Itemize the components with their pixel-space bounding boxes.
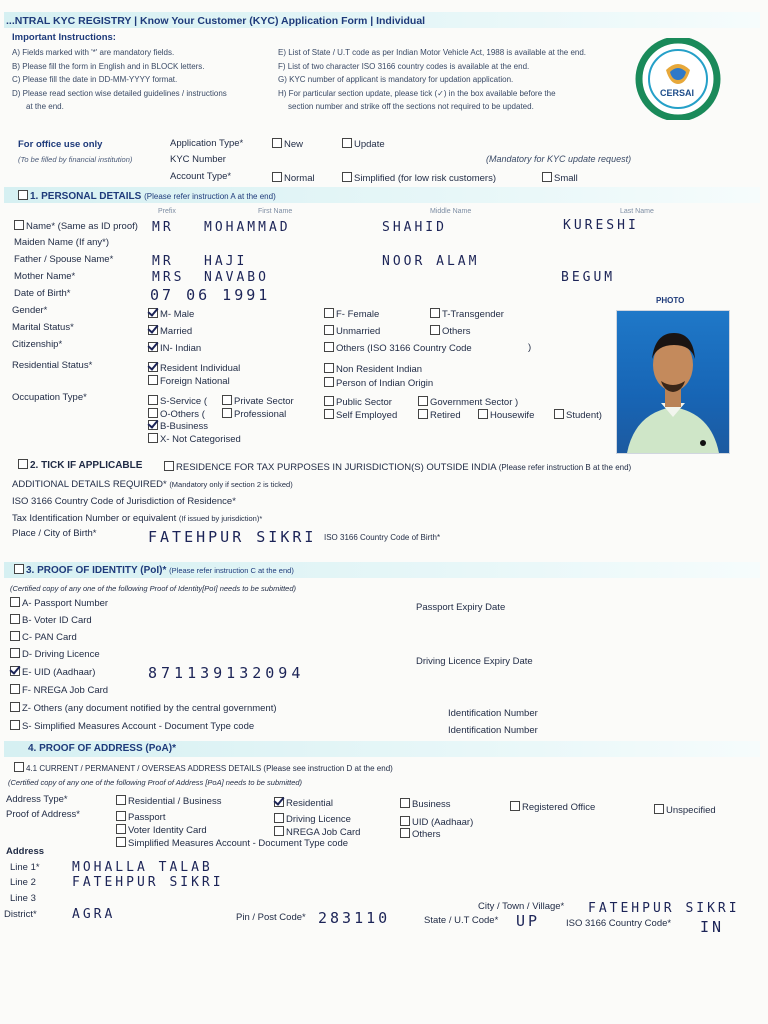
resident-checkbox[interactable]: [148, 362, 158, 372]
name-label: Name* (Same as ID proof): [14, 220, 138, 232]
section1-checkbox[interactable]: [18, 190, 28, 200]
dl-expiry-label: Driving Licence Expiry Date: [416, 656, 533, 667]
married-option[interactable]: Married: [148, 325, 192, 337]
gender-male-option[interactable]: M- Male: [148, 308, 194, 320]
occ-retired-option[interactable]: Retired: [418, 409, 461, 421]
male-checkbox[interactable]: [148, 308, 158, 318]
instruction-d: D) Please read section wise detailed guidelines / instructions: [12, 88, 227, 98]
poi-voter-option[interactable]: B- Voter ID Card: [10, 614, 92, 626]
identification-number-1: Identification Number: [448, 708, 538, 719]
address-type-label: Address Type*: [6, 794, 68, 805]
occ-private-option[interactable]: Private Sector: [222, 395, 294, 407]
res-business-option[interactable]: Residential / Business: [116, 795, 221, 807]
occ-business-option[interactable]: B-Business: [148, 420, 208, 432]
proof-address-label: Proof of Address*: [6, 809, 80, 820]
instructions-title: Important Instructions:: [12, 32, 116, 43]
instruction-e: E) List of State / U.T code as per Indian Motor Vehicle Act, 1988 is available at the end.: [278, 48, 587, 57]
foreign-national-checkbox[interactable]: [148, 375, 158, 385]
poa-simplified-checkbox[interactable]: [116, 837, 126, 847]
instructions-left: [12, 46, 227, 114]
marital-others-checkbox[interactable]: [430, 325, 440, 335]
application-type-label: Application Type*: [170, 138, 244, 149]
additional-details: ADDITIONAL DETAILS REQUIRED* (Mandatory only if section 2 is ticked): [12, 479, 293, 490]
city-label: City / Town / Village*: [478, 901, 565, 912]
photo-label: PHOTO: [656, 296, 685, 305]
update-checkbox[interactable]: [342, 138, 352, 148]
iso-country-label: ISO 3166 Country Code*: [566, 918, 672, 929]
name-middle-value: SHAHID: [382, 220, 447, 235]
uid-value: 871139132094: [148, 664, 305, 682]
occ-housewife-option[interactable]: Housewife: [478, 409, 534, 421]
small-checkbox[interactable]: [542, 172, 552, 182]
state-value: UP: [516, 912, 541, 930]
housewife-checkbox[interactable]: [478, 409, 488, 419]
poi-certified-note: (Certified copy of any one of the following Proof of Identity[PoI] needs to be submitted): [10, 584, 296, 593]
poi-others-checkbox[interactable]: [10, 702, 20, 712]
poa-driving-checkbox[interactable]: [274, 813, 284, 823]
occ-public-option[interactable]: Public Sector: [324, 396, 392, 408]
unmarried-checkbox[interactable]: [324, 325, 334, 335]
cersai-logo: [630, 38, 726, 120]
poa-nrega-checkbox[interactable]: [274, 826, 284, 836]
business-checkbox[interactable]: [148, 420, 158, 430]
poa-uid-option[interactable]: UID (Aadhaar): [400, 816, 473, 828]
citizenship-others-option[interactable]: Others (ISO 3166 Country Code: [324, 342, 472, 354]
poa-driving-option[interactable]: Driving Licence: [274, 813, 351, 825]
iso-country-value: IN: [700, 918, 725, 936]
occ-notcat-option[interactable]: X- Not Categorised: [148, 433, 241, 445]
indian-checkbox[interactable]: [148, 342, 158, 352]
instruction-c: C) Please fill the date in DD-MM-YYYY format.: [12, 75, 178, 84]
office-use-title: For office use only: [18, 139, 103, 150]
poa-uid-checkbox[interactable]: [400, 816, 410, 826]
kyc-number-label: KYC Number: [170, 154, 226, 165]
poa-voter-checkbox[interactable]: [116, 824, 126, 834]
instruction-a: A) Fields marked with '*' are mandatory fields.: [12, 48, 175, 57]
pin-value: 283110: [318, 909, 391, 927]
district-value: AGRA: [72, 907, 116, 922]
section3-title: 3. PROOF OF IDENTITY (PoI)* (Please refer instruction C at the end): [14, 564, 294, 576]
occ-professional-option[interactable]: Professional: [222, 408, 286, 420]
self-employed-checkbox[interactable]: [324, 409, 334, 419]
nrega-checkbox[interactable]: [10, 684, 20, 694]
passport-expiry-label: Passport Expiry Date: [416, 602, 506, 613]
application-new-option[interactable]: New: [272, 138, 303, 150]
business-option[interactable]: Business: [400, 798, 451, 810]
occ-service-option[interactable]: S-Service (: [148, 395, 207, 407]
residential-checkbox[interactable]: [274, 797, 284, 807]
identification-number-2: Identification Number: [448, 725, 538, 736]
poi-simplified-checkbox[interactable]: [10, 720, 20, 730]
section2-checkbox[interactable]: [18, 459, 28, 469]
line2-value: FATEHPUR SIKRI: [72, 875, 224, 890]
non-resident-option[interactable]: Non Resident Indian: [324, 363, 422, 375]
public-checkbox[interactable]: [324, 396, 334, 406]
tin-label: Tax Identification Number or equivalent (If issued by jurisdiction)*: [12, 513, 263, 524]
citizenship-paren: ): [528, 342, 532, 353]
registered-office-checkbox[interactable]: [510, 801, 520, 811]
father-name-label: Father / Spouse Name*: [14, 254, 114, 265]
section41-checkbox[interactable]: [14, 762, 24, 772]
pin-label: Pin / Post Code*: [236, 912, 306, 923]
father-middle-value: NOOR ALAM: [382, 254, 480, 269]
person-origin-option[interactable]: Person of Indian Origin: [324, 377, 433, 389]
logo-text: CERSAI: [660, 88, 695, 98]
place-birth-value: FATEHPUR SIKRI: [148, 528, 317, 546]
col-last-name: Last Name: [620, 208, 654, 215]
line1-value: MOHALLA TALAB: [72, 860, 213, 875]
not-categorised-checkbox[interactable]: [148, 433, 158, 443]
non-resident-checkbox[interactable]: [324, 363, 334, 373]
section4-title: 4. PROOF OF ADDRESS (PoA)*: [28, 743, 176, 754]
applicant-photo: [616, 310, 730, 454]
new-checkbox[interactable]: [272, 138, 282, 148]
instructions-right: [278, 46, 586, 114]
married-checkbox[interactable]: [148, 325, 158, 335]
person-origin-checkbox[interactable]: [324, 377, 334, 387]
instruction-h: H) For particular section update, please tick (✓) in the box available before the: [278, 88, 556, 98]
unspecified-option[interactable]: Unspecified: [654, 804, 716, 816]
gender-female-option[interactable]: F- Female: [324, 308, 379, 320]
female-checkbox[interactable]: [324, 308, 334, 318]
name-checkbox[interactable]: [14, 220, 24, 230]
poi-nrega-option[interactable]: F- NREGA Job Card: [10, 684, 108, 696]
resident-indian-option[interactable]: Resident Individual: [148, 362, 240, 374]
line2-label: Line 2: [10, 877, 36, 888]
poa-simplified-option[interactable]: Simplified Measures Account - Document Type code: [116, 837, 348, 849]
dob-label: Date of Birth*: [14, 288, 71, 299]
instruction-h-cont: section number and strike off the sections not required to be updated.: [288, 102, 534, 111]
kyc-note: (Mandatory for KYC update request): [486, 154, 632, 164]
foreign-national-option[interactable]: Foreign National: [148, 375, 230, 387]
dl-checkbox[interactable]: [10, 648, 20, 658]
occupation-label: Occupation Type*: [12, 392, 87, 403]
section1-title: 1. PERSONAL DETAILS (Please refer instruction A at the end): [18, 190, 276, 202]
address-business-checkbox[interactable]: [400, 798, 410, 808]
col-first-name: First Name: [258, 208, 293, 215]
line1-label: Line 1*: [10, 862, 40, 873]
student-checkbox[interactable]: [554, 409, 564, 419]
mother-last-value: BEGUM: [561, 270, 616, 285]
occ-others-option[interactable]: O-Others (: [148, 408, 205, 420]
office-use-subtitle: (To be filled by financial institution): [18, 155, 133, 164]
poi-others-option[interactable]: Z- Others (any document notified by the central government): [10, 702, 277, 714]
iso-jurisdiction-label: ISO 3166 Country Code of Jurisdiction of Residence*: [12, 496, 236, 507]
poa-certified-note: (Certified copy of any one of the following Proof of Address [PoA] needs to be submitted): [8, 778, 303, 787]
father-first-value: HAJI: [204, 254, 248, 269]
simplified-checkbox[interactable]: [342, 172, 352, 182]
name-prefix-value: MR: [152, 220, 174, 235]
service-checkbox[interactable]: [148, 395, 158, 405]
passport-checkbox[interactable]: [10, 597, 20, 607]
iso-birth-label: ISO 3166 Country Code of Birth*: [324, 533, 441, 542]
poi-pan-option[interactable]: C- PAN Card: [10, 631, 77, 643]
marital-label: Marital Status*: [12, 322, 74, 333]
registered-office-option[interactable]: Registered Office: [510, 801, 595, 813]
account-normal-option[interactable]: Normal: [272, 172, 315, 184]
residential-option[interactable]: Residential: [274, 797, 333, 809]
city-value: FATEHPUR SIKRI: [588, 901, 740, 916]
voter-checkbox[interactable]: [10, 614, 20, 624]
occ-self-option[interactable]: Self Employed: [324, 409, 397, 421]
poi-dl-option[interactable]: D- Driving Licence: [10, 648, 100, 660]
maiden-name-label: Maiden Name (If any*): [14, 237, 110, 248]
poa-nrega-option[interactable]: NREGA Job Card: [274, 826, 360, 838]
private-checkbox[interactable]: [222, 395, 232, 405]
section2-title: 2. TICK IF APPLICABLE: [18, 459, 142, 471]
father-prefix-value: MR: [152, 254, 174, 269]
line3-label: Line 3: [10, 893, 36, 904]
citizenship-others-checkbox[interactable]: [324, 342, 334, 352]
gender-label: Gender*: [12, 305, 48, 316]
res-business-checkbox[interactable]: [116, 795, 126, 805]
mother-prefix-value: MRS: [152, 270, 185, 285]
state-label: State / U.T Code*: [424, 915, 499, 926]
unspecified-checkbox[interactable]: [654, 804, 664, 814]
col-prefix: Prefix: [158, 208, 176, 215]
name-first-value: MOHAMMAD: [204, 220, 291, 235]
instruction-b: B) Please fill the form in English and in BLOCK letters.: [12, 61, 205, 71]
residential-label: Residential Status*: [12, 360, 93, 371]
poi-uid-option[interactable]: E- UID (Aadhaar): [10, 666, 95, 678]
occ-student-option[interactable]: Student): [554, 409, 602, 421]
mother-first-value: NAVABO: [204, 270, 269, 285]
poa-passport-option[interactable]: Passport: [116, 811, 166, 823]
tax-residence-option[interactable]: RESIDENCE FOR TAX PURPOSES IN JURISDICTION(S) OUTSIDE INDIA (Please refer instruction B at the end): [164, 461, 631, 473]
place-birth-label: Place / City of Birth*: [12, 528, 97, 539]
pan-checkbox[interactable]: [10, 631, 20, 641]
account-small-option[interactable]: Small: [542, 172, 578, 184]
poi-simplified-option[interactable]: S- Simplified Measures Account - Document Type code: [10, 720, 254, 732]
account-simplified-option[interactable]: Simplified (for low risk customers): [342, 172, 496, 184]
poa-passport-checkbox[interactable]: [116, 811, 126, 821]
application-update-option[interactable]: Update: [342, 138, 385, 150]
dob-value: 07 06 1991: [150, 286, 271, 304]
marital-others-option[interactable]: Others: [430, 325, 471, 337]
occ-gov-option[interactable]: Government Sector ): [418, 396, 518, 408]
address-heading: Address: [6, 846, 45, 857]
section3-checkbox[interactable]: [14, 564, 24, 574]
retired-checkbox[interactable]: [418, 409, 428, 419]
form-title: ...NTRAL KYC REGISTRY | Know Your Customer (KYC) Application Form | Individual: [6, 15, 426, 27]
tax-residence-checkbox[interactable]: [164, 461, 174, 471]
uid-checkbox[interactable]: [10, 666, 20, 676]
poa-subsection-title: 4.1 CURRENT / PERMANENT / OVERSEAS ADDRESS DETAILS (Please see instruction D at the end): [14, 762, 393, 773]
poi-passport-option[interactable]: A- Passport Number: [10, 597, 108, 609]
poa-others-option[interactable]: Others: [400, 828, 441, 840]
account-type-label: Account Type*: [170, 171, 232, 182]
instruction-d-cont: at the end.: [26, 102, 64, 111]
instruction-g: G) KYC number of applicant is mandatory for updation application.: [278, 75, 514, 84]
citizenship-label: Citizenship*: [12, 339, 63, 350]
district-label: District*: [4, 909, 37, 920]
indian-option[interactable]: IN- Indian: [148, 342, 201, 354]
col-middle-name: Middle Name: [430, 208, 472, 215]
normal-checkbox[interactable]: [272, 172, 282, 182]
poa-voter-option[interactable]: Voter Identity Card: [116, 824, 207, 836]
mother-name-label: Mother Name*: [14, 271, 76, 282]
gender-trans-option[interactable]: T-Transgender: [430, 308, 504, 320]
trans-checkbox[interactable]: [430, 308, 440, 318]
name-last-value: KURESHI: [563, 218, 639, 233]
instruction-f: F) List of two character ISO 3166 country codes is available at the end.: [278, 61, 530, 71]
poa-others-checkbox[interactable]: [400, 828, 410, 838]
professional-checkbox[interactable]: [222, 408, 232, 418]
gov-checkbox[interactable]: [418, 396, 428, 406]
unmarried-option[interactable]: Unmarried: [324, 325, 380, 337]
